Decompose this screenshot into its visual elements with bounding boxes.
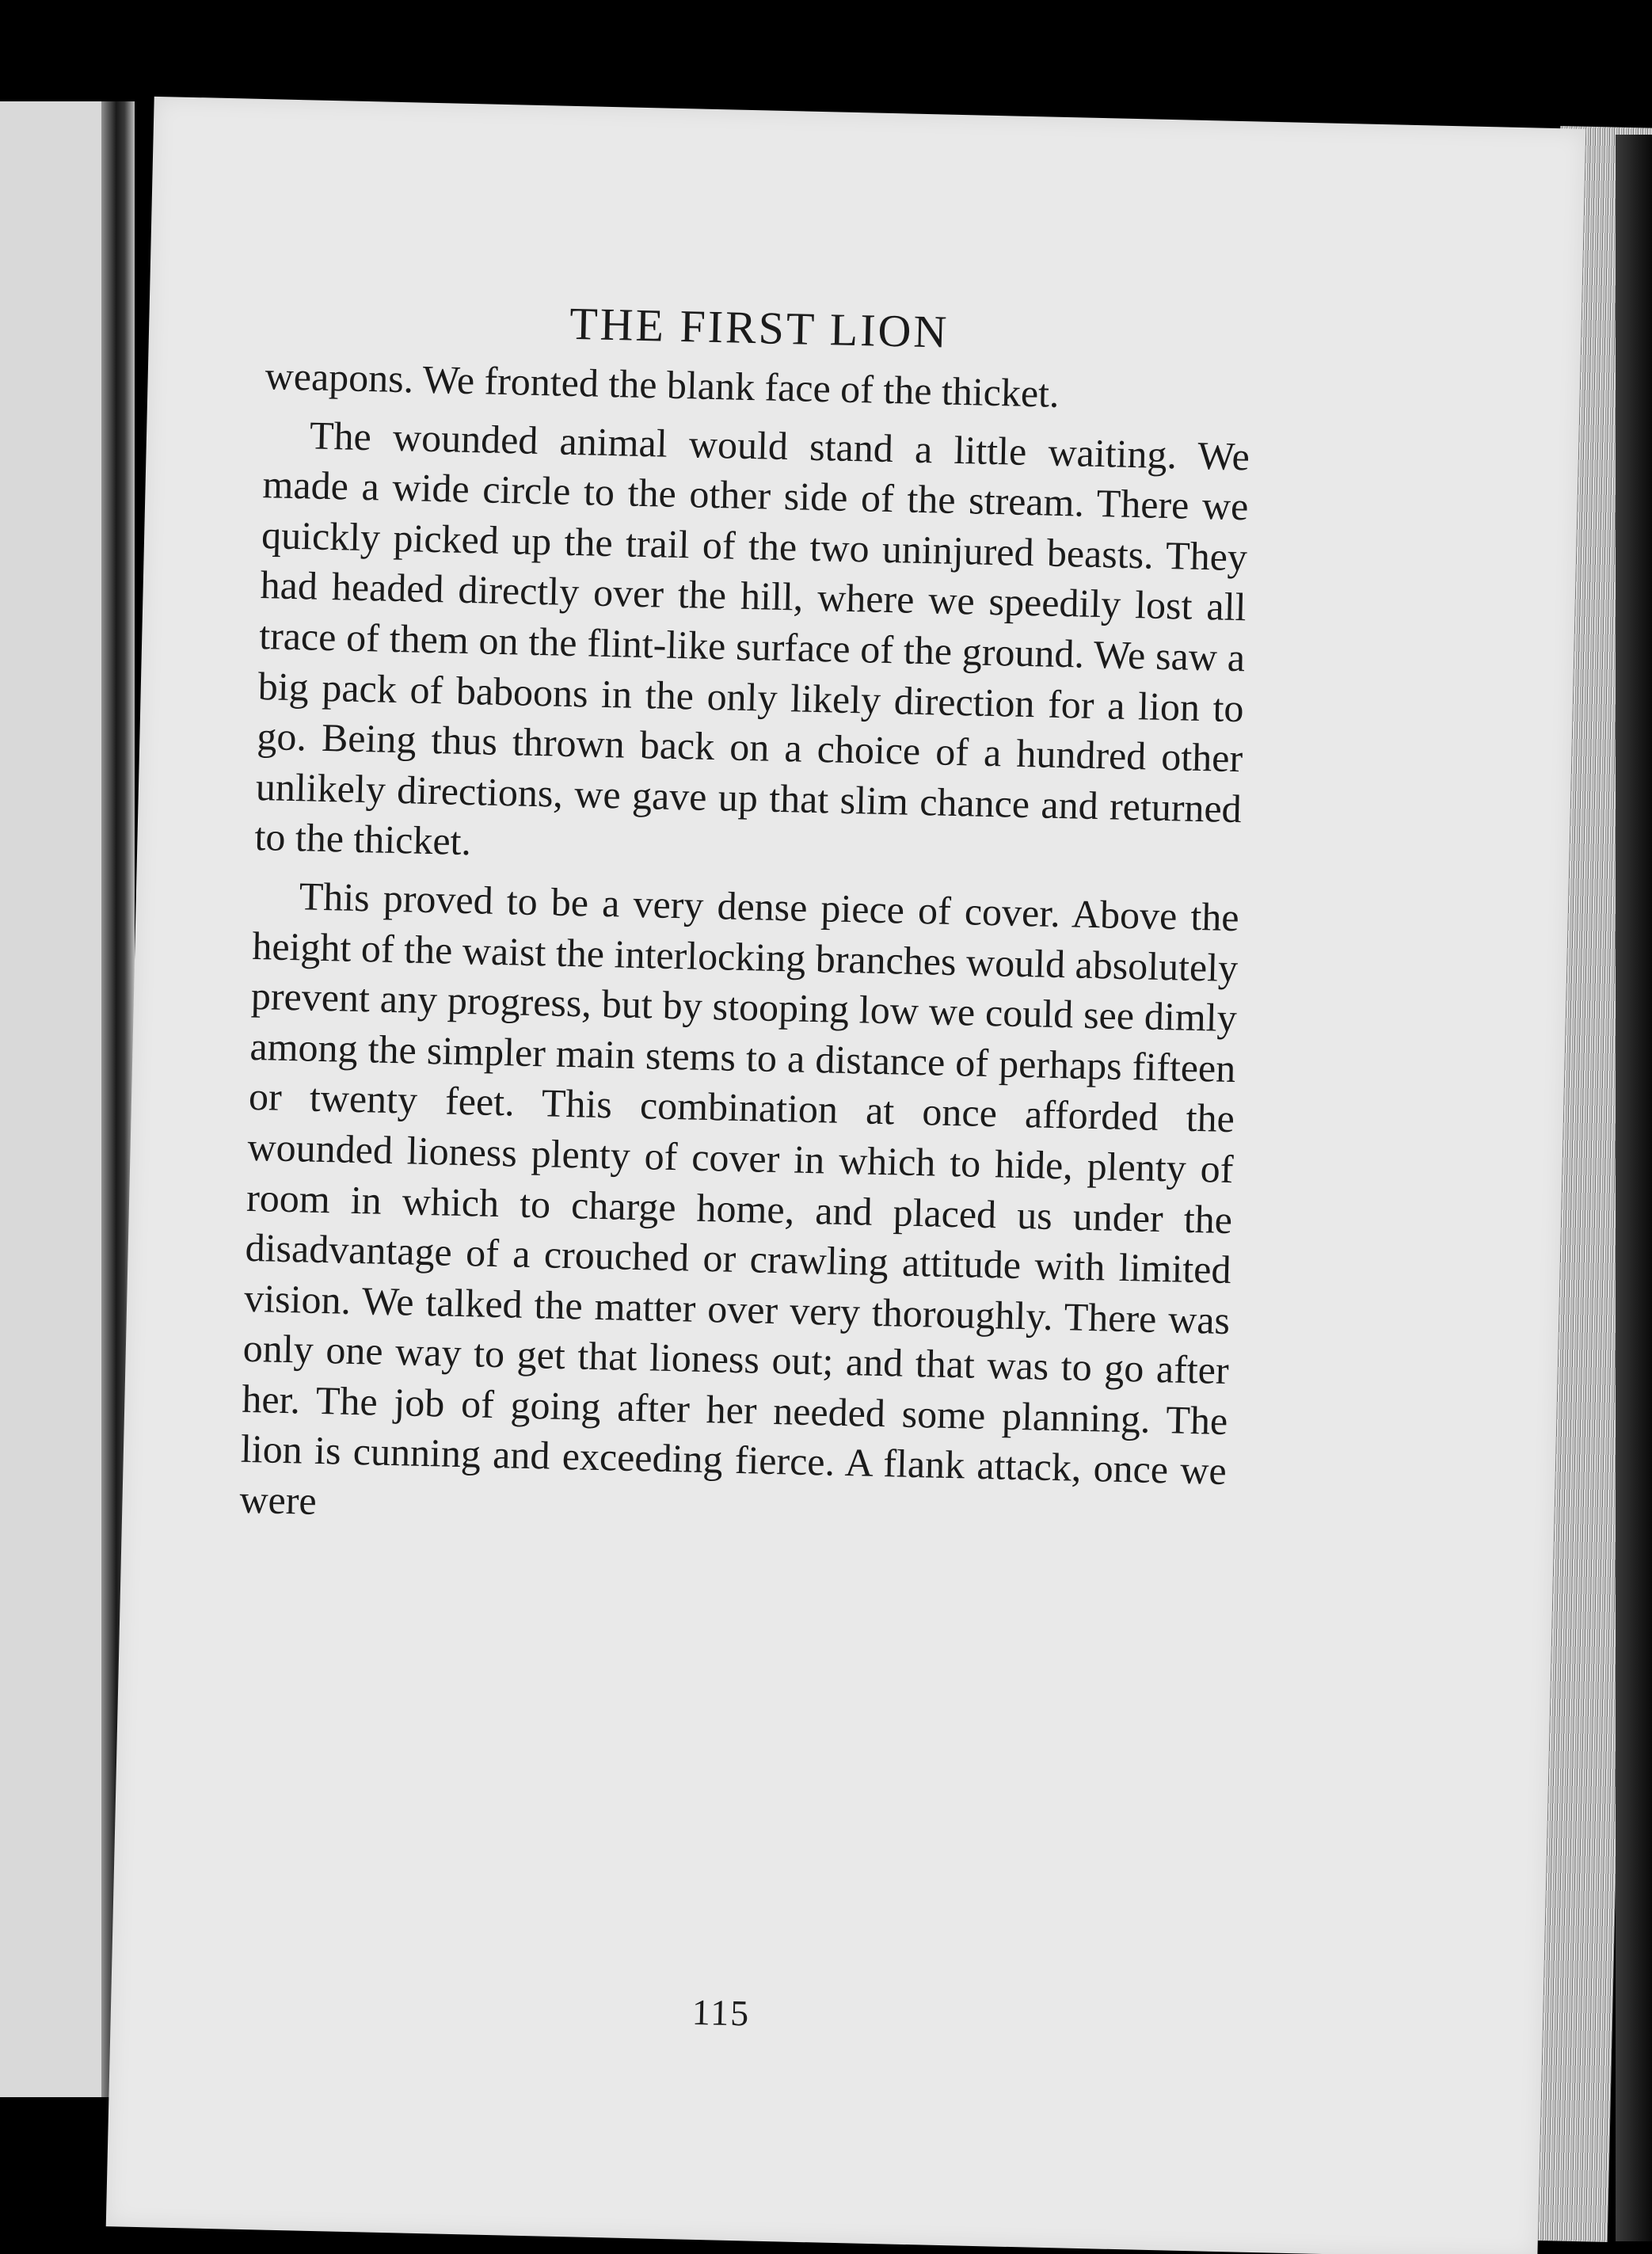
running-head: THE FIRST LION <box>569 297 950 358</box>
page-content <box>238 289 1253 2034</box>
book-page <box>106 97 1586 2254</box>
page-number: 115 <box>691 1991 751 2034</box>
facing-page-edge <box>0 101 111 2097</box>
body-text <box>239 351 1251 1548</box>
paragraph-continued: weapons. We fronted the blank face of the thicket. <box>265 353 1060 416</box>
paragraph: This proved to be a very dense piece of cover. Above the height of the waist the interlocking branches would absolutely prevent any progress, but by stooping low we could see dimly among the simpler main stems to a distance of perhaps fifteen or twenty feet. This combination at once afforded the wounded lioness plenty of cover in which to hide, plenty of room in which to charge home, and placed us under the disadvantage of a crouched or crawling attitude with limited vision. We talked the matter over very thoroughly. There was only one way to get that lioness out; and that was to go after her. The job of going after her needed some planning. The lion is cunning and exceeding fierce. A flank attack, once we were <box>238 874 1240 1523</box>
paragraph: The wounded animal would stand a little waiting. We made a wide circle to the other side of the stream. There we quickly picked up the trail of the two uninjured beasts. They had headed directly over the hill, where we speedily lost all trace of them on the flint-like surface of the ground. We saw a big pack of baboons in the only likely direction for a lion to go. Being thus thrown back on a choice of a hundred other unlikely directions, we gave up that slim chance and returned to the thicket. <box>253 413 1250 864</box>
book-cover-edge <box>1616 135 1652 2241</box>
